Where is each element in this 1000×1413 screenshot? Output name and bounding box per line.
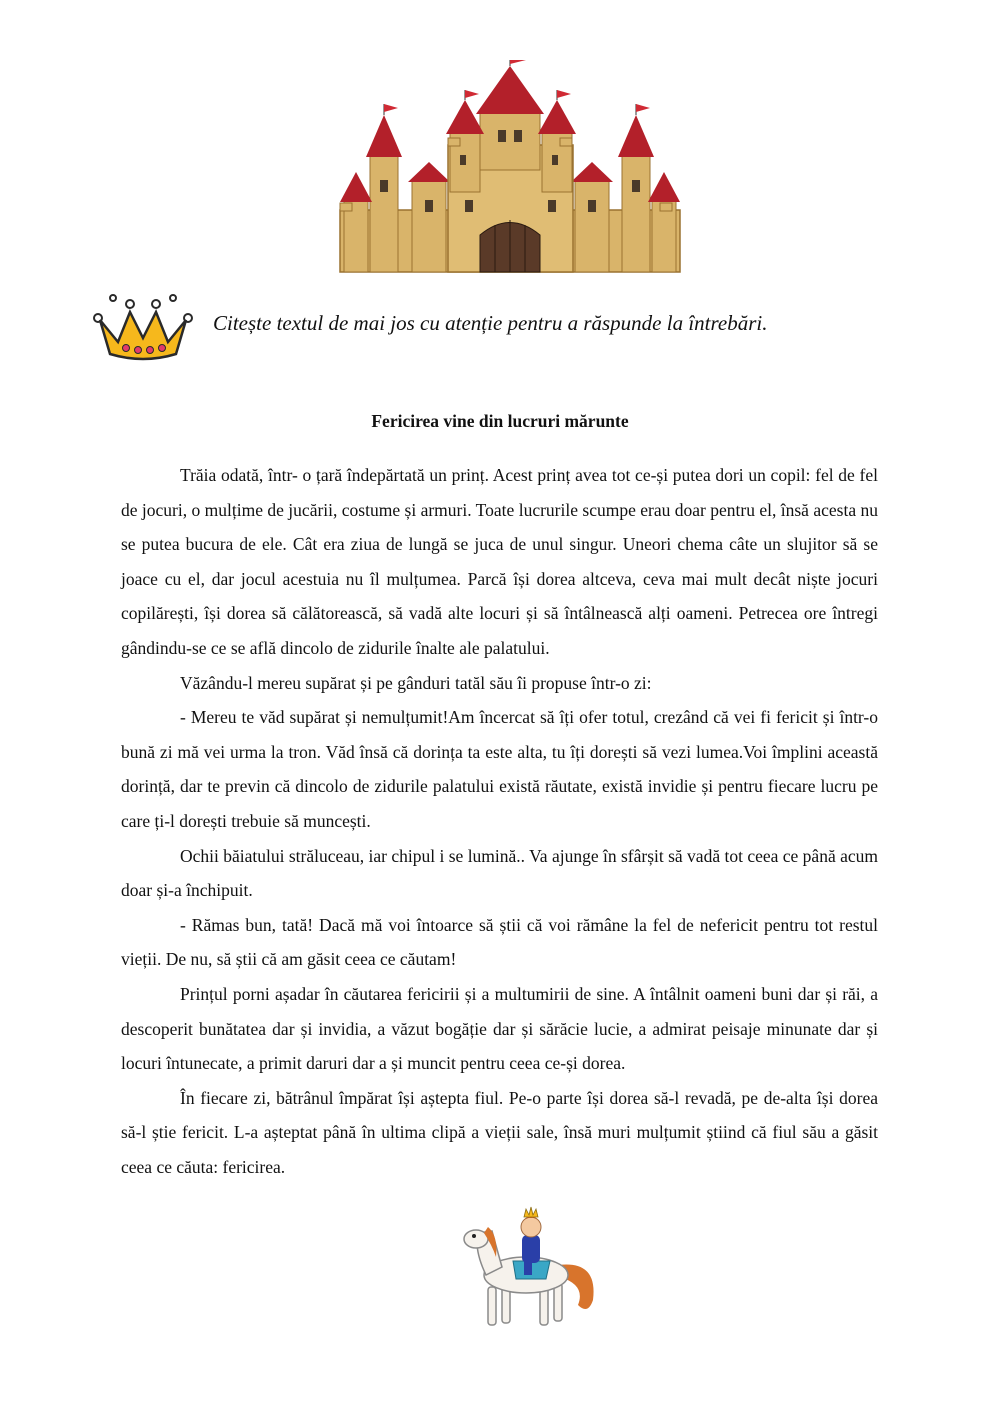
story-paragraph: În fiecare zi, bătrânul împărat își aștepta fiul. Pe-o parte își dorea să-l revadă, pe de-alta își dorea să-l știe fericit. L-a așteptat până în ultima clipă a vieții sale, însă muri mulțumit știind că fiul său a găsit ceea ce căuta: fericirea. (121, 1087, 878, 1177)
story-paragraph: - Mereu te văd supărat și nemulțumit!Am încercat să îți ofer totul, crezând că vei fi fericit și într-o bună zi mă vei urma la tron. Văd însă că dorința ta este alta, tu îți dorești să vezi lumea.Voi împlini această dorință, dar te previn că dincolo de zidurile palatului există răutate, există invidie și pentru fiecare lucru pe care ți-l dorești trebuie să muncești. (121, 707, 878, 831)
instruction-text: Citește textul de mai jos cu atenție pentru a răspunde la întrebări. (213, 311, 768, 335)
story-paragraph: Ochii băiatului străluceau, iar chipul i se lumină.. Va ajunge în sfârșit să vadă tot ceea ce până acum doar și-a închipuit. (121, 845, 878, 901)
crown-icon (88, 292, 198, 364)
prince-on-horse-icon (458, 1205, 603, 1335)
story-paragraph: Văzându-l mereu supărat și pe gânduri tatăl său îi propuse într-o zi: (180, 672, 652, 693)
story-body (121, 458, 878, 1184)
story-paragraph: - Rămas bun, tată! Dacă mă voi întoarce să știi că voi rămâne la fel de nefericit pentru tot restul vieții. De nu, să știi că am găsit ceea ce căutam! (121, 914, 878, 970)
castle-icon (330, 60, 690, 275)
story-paragraph: Prințul porni așadar în căutarea fericirii și a multumirii de sine. A întâlnit oameni buni dar și răi, a descoperit bunătatea dar și invidia, a văzut bogăție dar și sărăcie lucie, a admirat peisaje minunate dar și locuri întunecate, a primit daruri dar a și muncit pentru ceea ce-și dorea. (121, 983, 878, 1074)
story-paragraph: Trăia odată, într- o țară îndepărtată un prinț. Acest prinț avea tot ce-și putea dori un copil: fel de fel de jocuri, o mulțime de jucării, costume și armuri. Toate lucrurile scumpe erau doar pentru el, însă acesta nu se putea bucura de ele. Cât era ziua de lungă se juca de unul singur. Uneori chema câte un slujitor să se joace cu el, dar jocul acestuia nu îl mulțumea. Parcă își dorea altceva, ceva mai mult decât niște jocuri copilărești, își dorea să călătorească, să vadă alte locuri și să întâlnească alți oameni. Petrecea ore întregi gândindu-se ce se află dincolo de zidurile înalte ale palatului. (121, 465, 878, 658)
story-title: Fericirea vine din lucruri mărunte (371, 411, 629, 431)
